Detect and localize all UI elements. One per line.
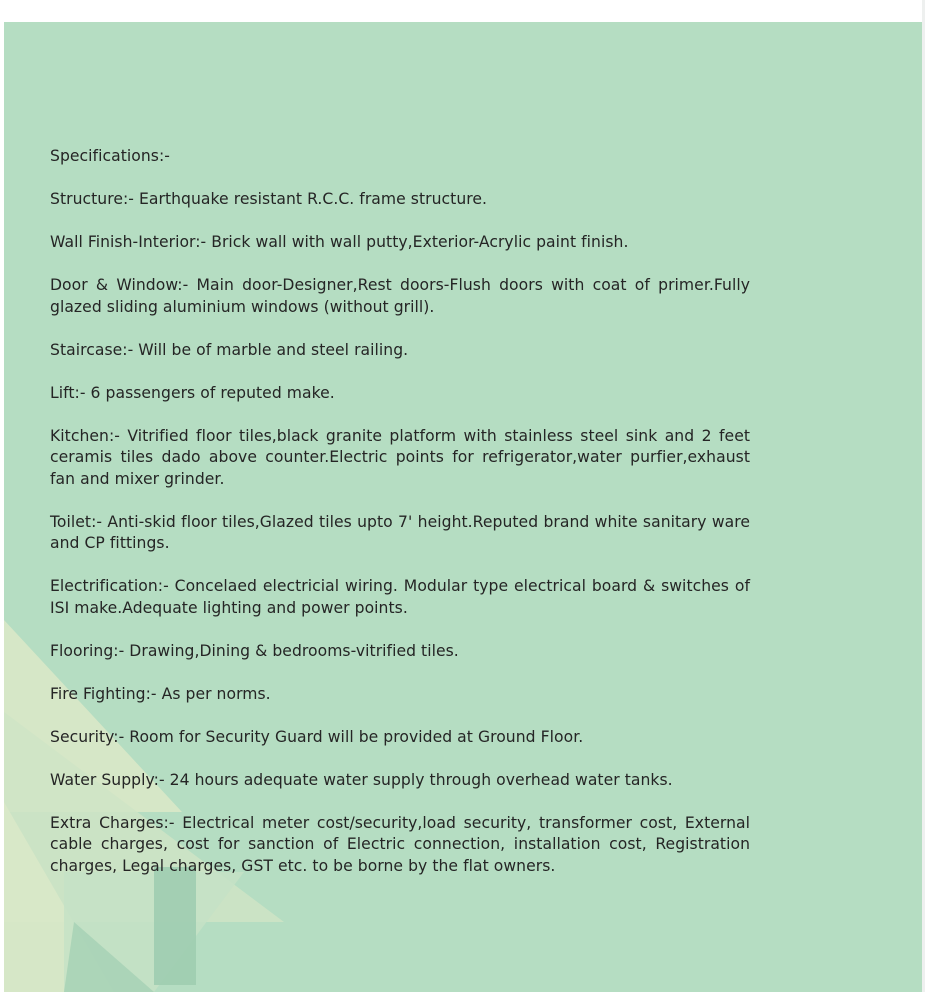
document-page bbox=[4, 22, 922, 992]
spec-wall-finish: Wall Finish-Interior:- Brick wall with wall putty,Exterior-Acrylic paint finish. bbox=[50, 233, 629, 251]
spec-water-supply: Water Supply:- 24 hours adequate water supply through overhead water tanks. bbox=[50, 770, 673, 789]
spec-toilet: Toilet:- Anti-skid floor tiles,Glazed tiles upto 7' height.Reputed brand white sanitary ware and CP fittings. bbox=[50, 512, 750, 552]
spec-electrification: Electrification:- Concelaed electricial wiring. Modular type electrical board & switches of ISI make.Adequate lighting and power points. bbox=[50, 577, 750, 617]
specifications-text bbox=[50, 146, 750, 877]
spec-flooring: Flooring:- Drawing,Dining & bedrooms-vitrified tiles. bbox=[50, 641, 459, 660]
spec-fire-fighting: Fire Fighting:- As per norms. bbox=[50, 684, 271, 703]
spec-kitchen: Kitchen:- Vitrified floor tiles,black granite platform with stainless steel sink and 2 feet ceramis tiles dado above counter.Electric points for refrigerator,water purfier,exhaust fan and mixer grinder. bbox=[50, 426, 750, 488]
spec-structure: Structure:- Earthquake resistant R.C.C. frame structure. bbox=[50, 190, 488, 208]
spec-lift: Lift:- 6 passengers of reputed make. bbox=[50, 383, 335, 402]
spec-security: Security:- Room for Security Guard will be provided at Ground Floor. bbox=[50, 727, 584, 746]
spec-door-window: Door & Window:- Main door-Designer,Rest doors-Flush doors with coat of primer.Fully glazed sliding aluminium windows (without grill). bbox=[50, 276, 750, 316]
spec-staircase: Staircase:- Will be of marble and steel railing. bbox=[50, 340, 409, 359]
specifications-heading: Specifications:- bbox=[50, 147, 170, 165]
spec-extra-charges: Extra Charges:- Electrical meter cost/security,load security, transformer cost, External cable charges, cost for sanction of Electric connection, installation cost, Registration charges, Legal charges, GST etc. to be borne by the flat owners. bbox=[50, 813, 750, 875]
tree-trunk bbox=[154, 867, 196, 985]
